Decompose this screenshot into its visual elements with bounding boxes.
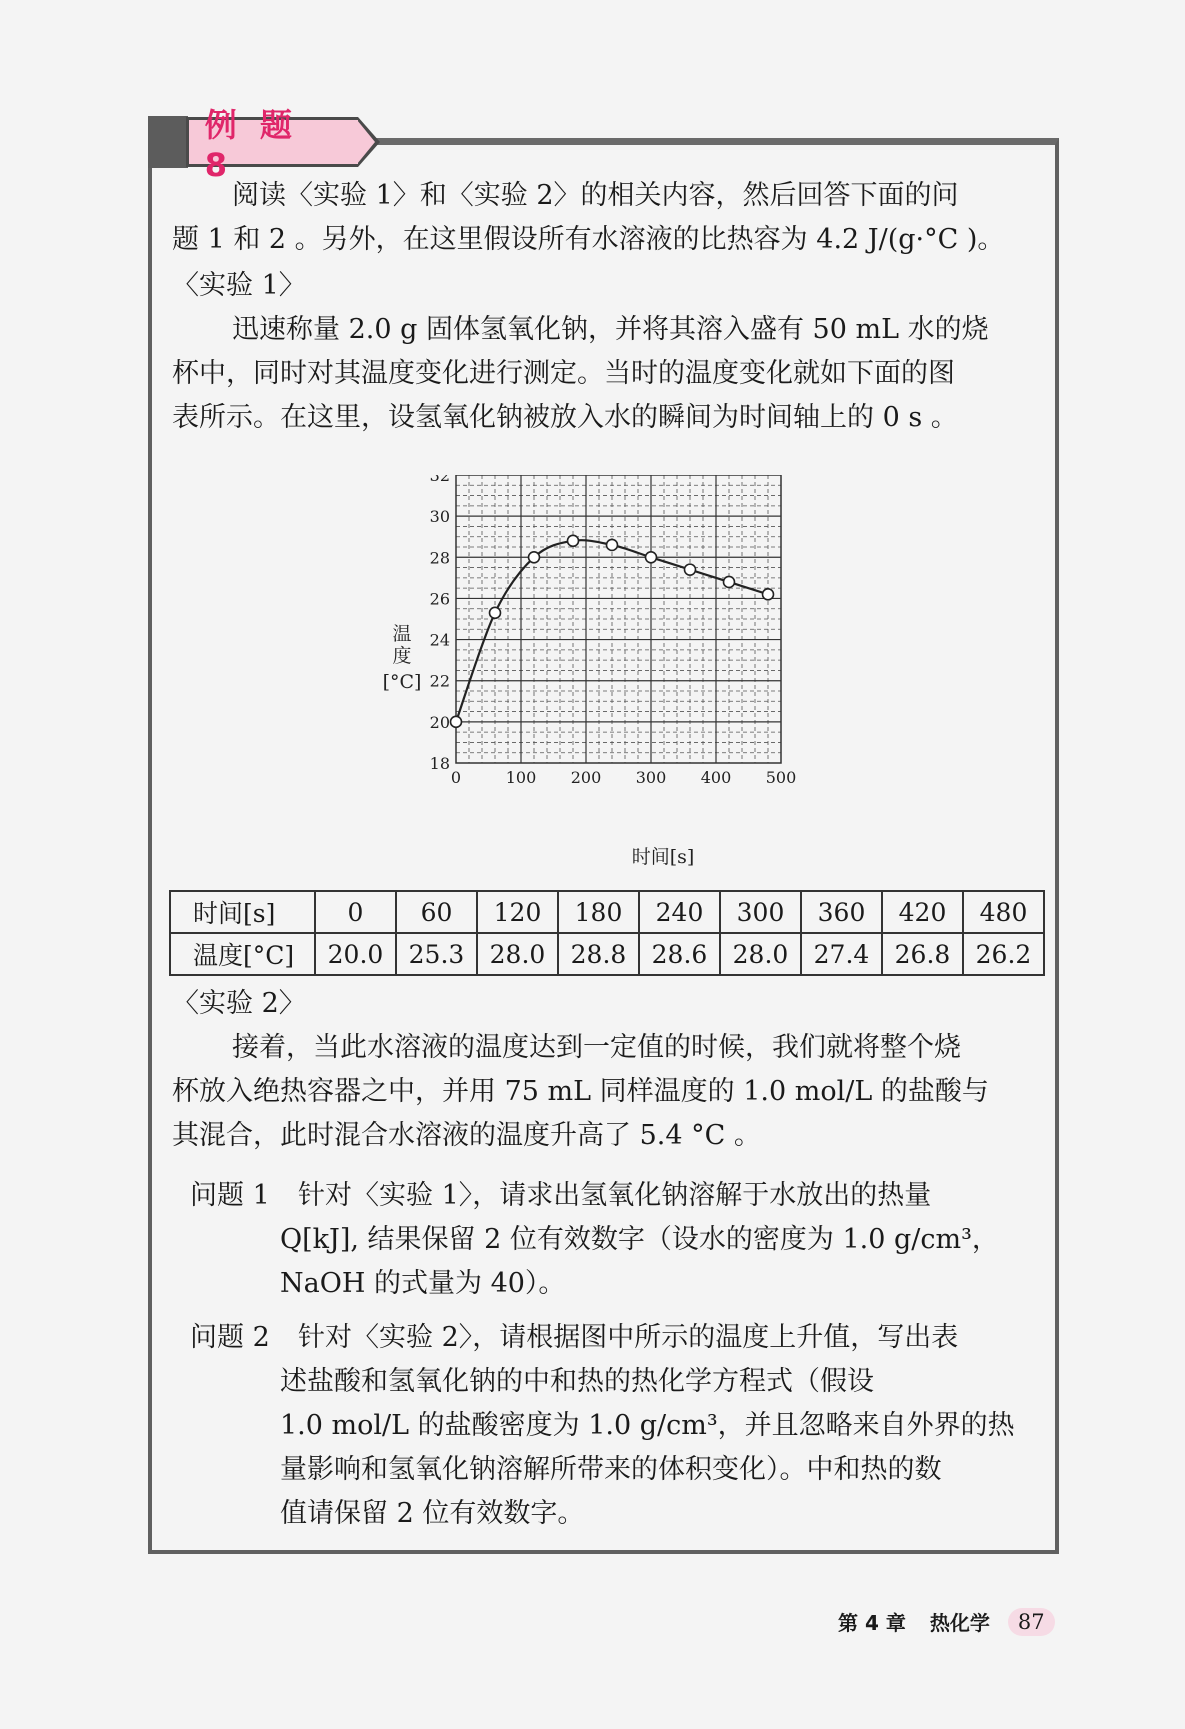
question-2-line-4: 量影响和氢氧化钠溶解所带来的体积变化）。中和热的数 (280, 1454, 942, 1485)
table-cell: 28.0 (720, 933, 801, 975)
table-cell: 480 (963, 891, 1044, 933)
table-cell: 180 (558, 891, 639, 933)
table-cell: 0 (315, 891, 396, 933)
example-label: 例 题 8 (186, 117, 358, 167)
table-cell: 420 (882, 891, 963, 933)
question-2-line-1: 针对〈实验 2〉，请根据图中所示的温度上升值，写出表 (298, 1322, 959, 1353)
exp1-line-3: 表所示。在这里，设氢氧化钠被放入水的瞬间为时间轴上的 0 s 。 (172, 402, 958, 433)
y-axis-unit: [°C] (382, 671, 422, 693)
table-header-temp: 温度[°C] (170, 933, 315, 975)
question-1 (190, 1174, 1050, 1306)
table-header-time: 时间[s] (170, 891, 315, 933)
question-2-label: 问题 2 (190, 1322, 270, 1353)
chapter-title: 热化学 (929, 1611, 990, 1635)
x-tick-label: 100 (505, 768, 537, 787)
question-2-line-3: 1.0 mol/L 的盐酸密度为 1.0 g/cm³，并且忽略来自外界的热 (280, 1410, 1015, 1441)
tab-marker (148, 116, 188, 168)
data-point (607, 539, 618, 550)
exp2-section (172, 982, 1042, 1158)
y-tick-label: 30 (429, 507, 450, 527)
x-tick-label: 300 (635, 768, 667, 787)
x-tick-label: 0 (450, 768, 462, 787)
table-cell: 27.4 (801, 933, 882, 975)
y-tick-label: 18 (429, 754, 450, 773)
x-axis-label: 时间[s] (631, 846, 695, 868)
y-tick-label: 20 (429, 712, 450, 732)
temperature-chart-svg (370, 475, 850, 885)
intro-line-2: 题 1 和 2 。另外，在这里假设所有水溶液的比热容为 4.2 J/(g·°C )。 (172, 224, 1005, 255)
y-tick-label: 28 (429, 548, 450, 568)
y-tick-label: 26 (429, 589, 450, 609)
x-tick-label: 400 (700, 768, 732, 787)
y-tick-label: 32 (429, 475, 450, 485)
table-cell: 28.8 (558, 933, 639, 975)
y-axis-label-1: 温 (392, 623, 412, 645)
data-point (568, 535, 579, 546)
question-2 (190, 1316, 1050, 1536)
y-axis-label-2: 度 (392, 645, 412, 667)
question-2-line-2: 述盐酸和氢氧化钠的中和热的热化学方程式（假设 (280, 1366, 874, 1397)
x-tick-label: 500 (765, 768, 797, 787)
intro-section (172, 174, 1042, 440)
data-point (646, 552, 657, 563)
table-cell: 120 (477, 891, 558, 933)
data-point (763, 589, 774, 600)
exp2-line-2: 杯放入绝热容器之中，并用 75 mL 同样温度的 1.0 mol/L 的盐酸与 (172, 1076, 989, 1107)
page-number: 87 (1008, 1608, 1055, 1636)
table-cell: 240 (639, 891, 720, 933)
question-2-line-5: 值请保留 2 位有效数字。 (280, 1498, 585, 1529)
table-cell: 20.0 (315, 933, 396, 975)
question-1-label: 问题 1 (190, 1180, 270, 1211)
table-cell: 28.6 (639, 933, 720, 975)
table-cell: 26.2 (963, 933, 1044, 975)
table-cell: 360 (801, 891, 882, 933)
table-cell: 25.3 (396, 933, 477, 975)
table-cell: 26.8 (882, 933, 963, 975)
data-point (451, 716, 462, 727)
table-cell: 300 (720, 891, 801, 933)
question-1-line-3: NaOH 的式量为 40）。 (280, 1268, 566, 1299)
data-point (490, 607, 501, 618)
table-cell: 60 (396, 891, 477, 933)
y-tick-label: 24 (429, 630, 450, 650)
data-point (685, 564, 696, 575)
exp2-title: 〈实验 2〉 (172, 988, 306, 1019)
exp1-title: 〈实验 1〉 (172, 270, 306, 301)
question-1-line-2: Q[kJ], 结果保留 2 位有效数字（设水的密度为 1.0 g/cm³， (280, 1224, 999, 1255)
temperature-chart (370, 475, 850, 889)
data-point (724, 576, 735, 587)
question-1-line-1: 针对〈实验 1〉，请求出氢氧化钠溶解于水放出的热量 (298, 1180, 932, 1211)
exp2-line-1: 接着，当此水溶液的温度达到一定值的时候，我们就将整个烧 (232, 1032, 961, 1063)
table-row-time (170, 891, 1044, 933)
exp1-line-2: 杯中，同时对其温度变化进行测定。当时的温度变化就如下面的图 (172, 358, 955, 389)
chapter-number: 第 4 章 (838, 1611, 906, 1635)
exp2-line-3: 其混合，此时混合水溶液的温度升高了 5.4 °C 。 (172, 1120, 761, 1151)
table-row-temp (170, 933, 1044, 975)
intro-line-1: 阅读〈实验 1〉和〈实验 2〉的相关内容，然后回答下面的问 (232, 180, 959, 211)
example-tab (148, 106, 358, 184)
exp1-line-1: 迅速称量 2.0 g 固体氢氧化钠，并将其溶入盛有 50 mL 水的烧 (232, 314, 989, 345)
data-table (169, 890, 1045, 976)
table-cell: 28.0 (477, 933, 558, 975)
x-tick-label: 200 (570, 768, 602, 787)
data-point (529, 552, 540, 563)
y-tick-label: 22 (429, 671, 450, 691)
page-footer (838, 1607, 1055, 1636)
